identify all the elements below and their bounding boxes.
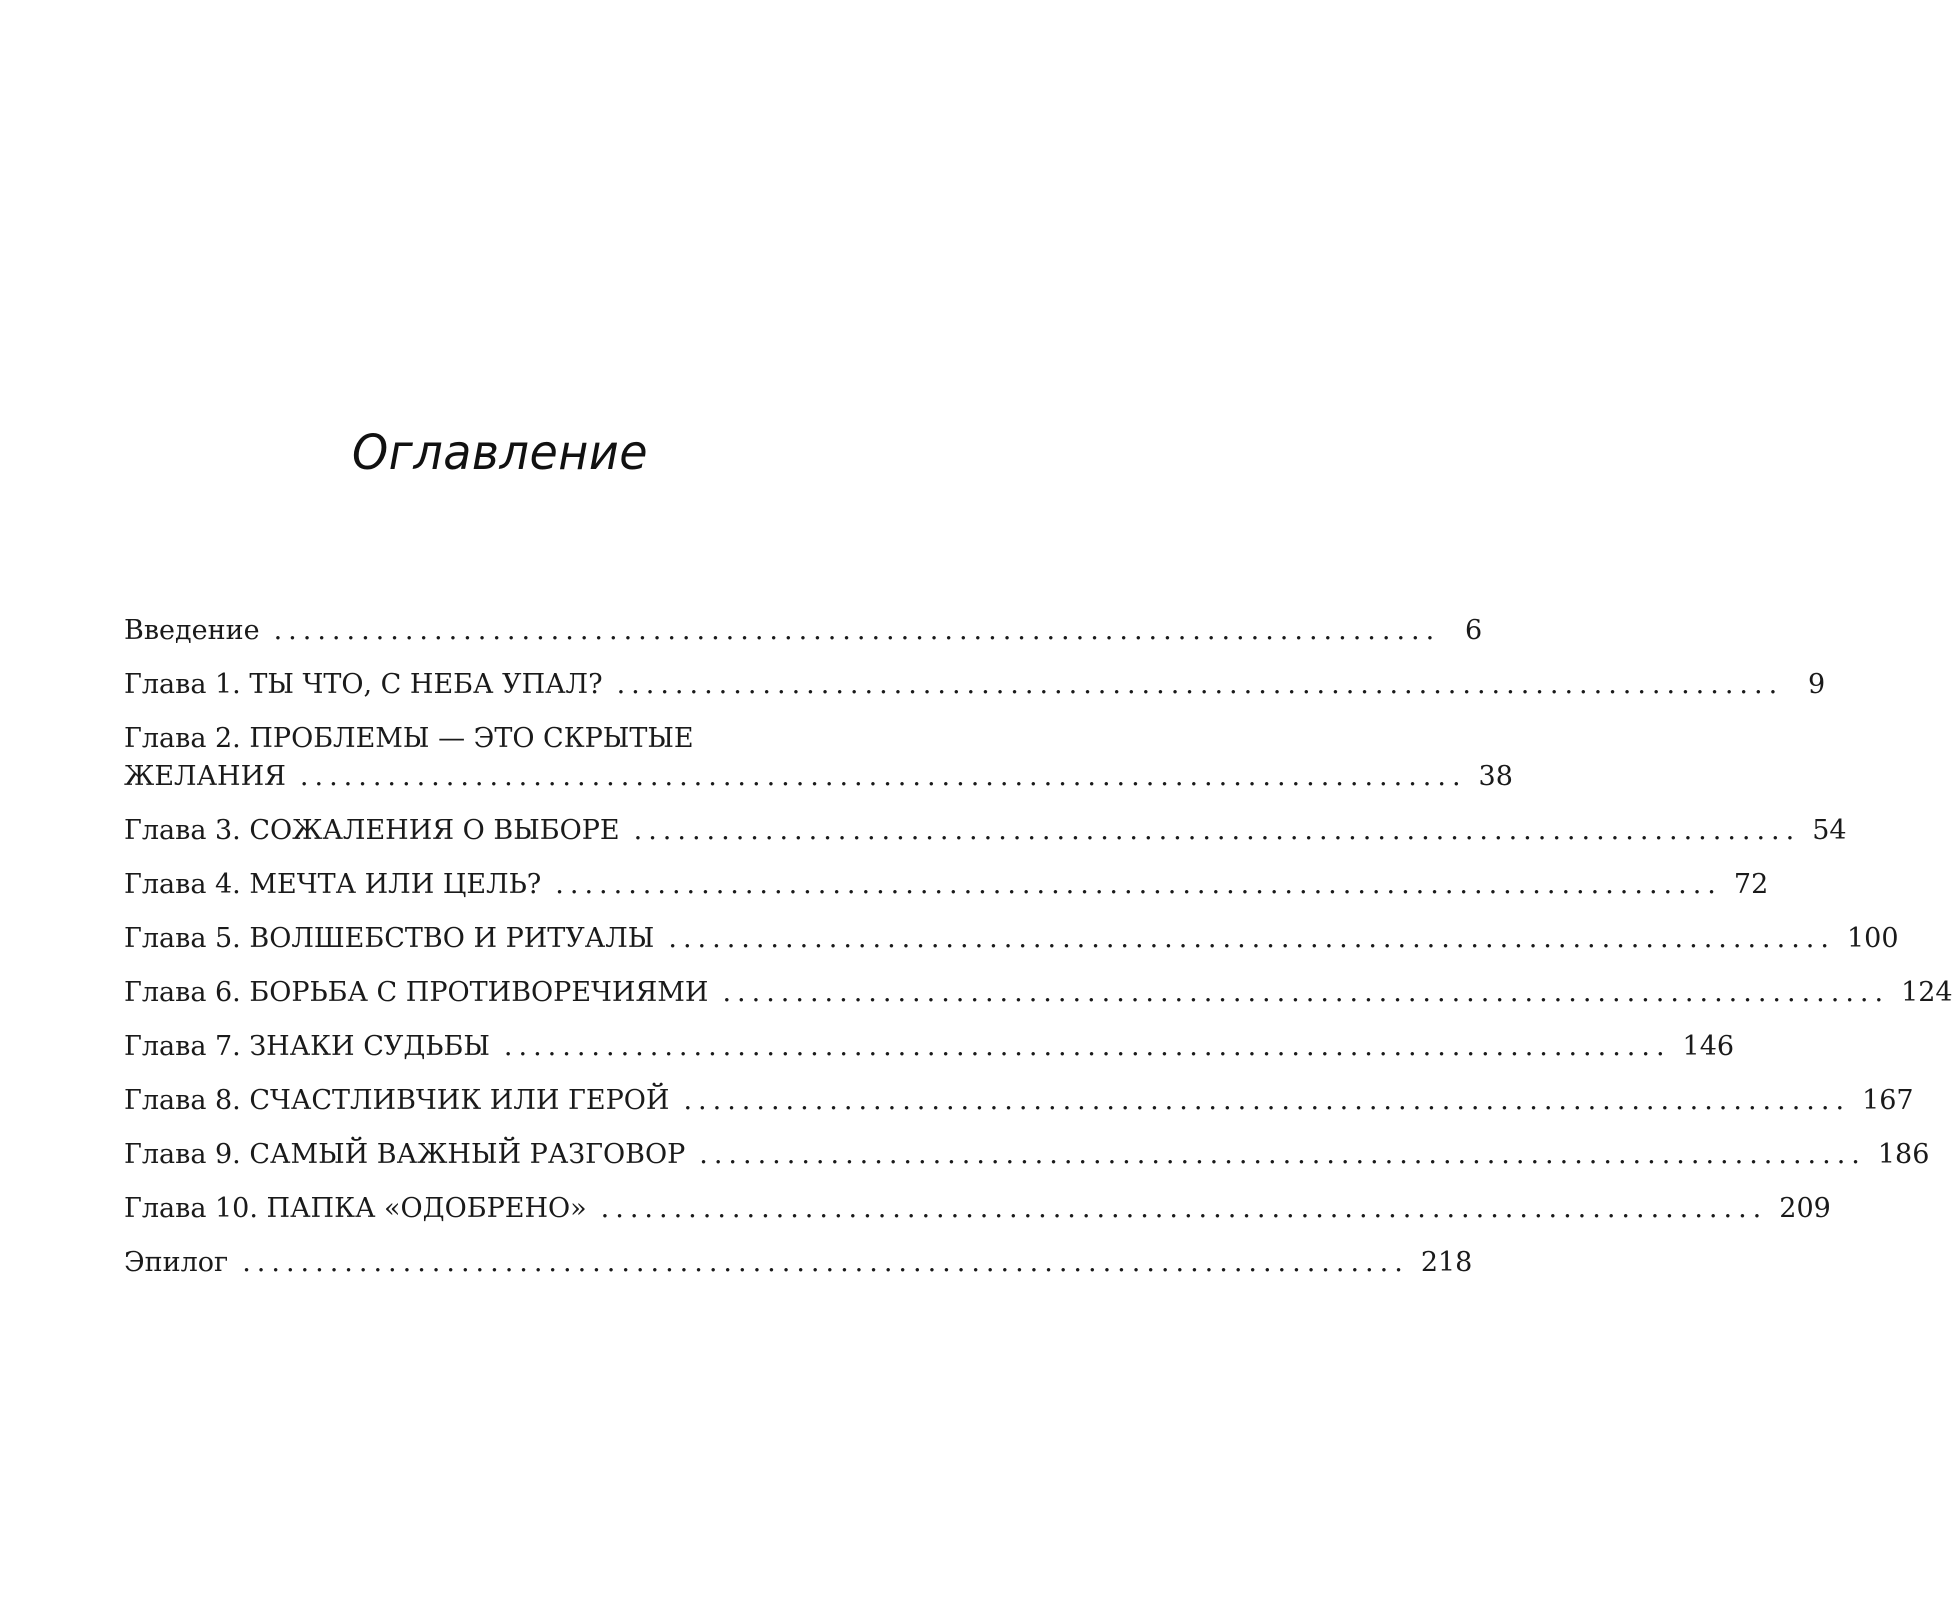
toc-entry-label: Введение: [124, 615, 260, 646]
toc-leader-dots: ................................................................................: [503, 1031, 1671, 1062]
toc-entry-chapter-6: [124, 974, 1953, 1012]
toc-entry-introduction: [124, 612, 1483, 650]
toc-entry-label: Глава 5. ВОЛШЕБСТВО И РИТУАЛЫ: [124, 923, 655, 954]
toc-entry-chapter-4: [124, 866, 1769, 904]
toc-entry-page: 6: [1465, 615, 1483, 646]
toc-entry-label-line1: Глава 2. ПРОБЛЕМЫ — ЭТО СКРЫТЫЕ: [124, 723, 694, 754]
toc-entry-epilogue: [124, 1244, 1473, 1282]
toc-entry-page: 167: [1862, 1085, 1914, 1116]
toc-entry-page: 146: [1682, 1031, 1735, 1062]
toc-leader-dots: ................................................................................: [299, 761, 1467, 792]
page-title: Оглавление: [351, 423, 649, 481]
toc-leader-dots: ................................................................................: [668, 923, 1835, 954]
toc-entry-chapter-9: [124, 1136, 1930, 1174]
toc-entry-label: Глава 6. БОРЬБА С ПРОТИВОРЕЧИЯМИ: [124, 977, 709, 1008]
toc-leader-dots: ................................................................................: [273, 615, 1441, 646]
toc-leader-dots: ................................................................................: [722, 977, 1890, 1008]
toc-entry-chapter-8: [124, 1082, 1914, 1120]
toc-entry-label: Глава 3. СОЖАЛЕНИЯ О ВЫБОРЕ: [124, 815, 620, 846]
toc-leader-dots: ................................................................................: [242, 1247, 1409, 1278]
toc-entry-chapter-3: [124, 812, 1847, 850]
toc-entry-chapter-1: [124, 666, 1826, 704]
table-of-contents: [124, 612, 1953, 1298]
toc-entry-page: 218: [1420, 1247, 1473, 1278]
toc-entry-page: 54: [1812, 815, 1847, 846]
toc-entry-chapter-7: [124, 1028, 1735, 1066]
toc-leader-dots: ................................................................................: [555, 869, 1722, 900]
toc-entry-page: 100: [1846, 923, 1899, 954]
toc-entry-chapter-2: [124, 720, 1513, 796]
toc-entry-page: 209: [1779, 1193, 1831, 1224]
toc-entry-page: 38: [1478, 761, 1513, 792]
toc-entry-label: Глава 7. ЗНАКИ СУДЬБЫ: [124, 1031, 490, 1062]
toc-entry-label: Глава 1. ТЫ ЧТО, С НЕБА УПАЛ?: [124, 669, 603, 700]
toc-leader-dots: ................................................................................: [683, 1085, 1851, 1116]
toc-entry-label: Глава 9. САМЫЙ ВАЖНЫЙ РАЗГОВОР: [124, 1139, 686, 1170]
toc-entry-chapter-10: [124, 1190, 1831, 1228]
toc-entry-label: Глава 4. МЕЧТА ИЛИ ЦЕЛЬ?: [124, 869, 542, 900]
toc-entry-label: Эпилог: [124, 1247, 229, 1278]
toc-entry-page: 72: [1733, 869, 1769, 900]
toc-entry-page: 9: [1808, 669, 1826, 700]
toc-leader-dots: ................................................................................: [600, 1193, 1768, 1224]
toc-leader-dots: ................................................................................: [699, 1139, 1866, 1170]
toc-entry-label: Глава 8. СЧАСТЛИВЧИК ИЛИ ГЕРОЙ: [124, 1085, 670, 1116]
toc-leader-dots: ................................................................................: [633, 815, 1801, 846]
toc-leader-dots: ................................................................................: [616, 669, 1784, 700]
toc-entry-label: Глава 10. ПАПКА «ОДОБРЕНО»: [124, 1193, 587, 1224]
toc-entry-chapter-5: [124, 920, 1899, 958]
toc-entry-label: ЖЕЛАНИЯ: [124, 761, 286, 792]
toc-entry-page: 186: [1877, 1139, 1930, 1170]
toc-entry-page: 124: [1901, 977, 1953, 1008]
